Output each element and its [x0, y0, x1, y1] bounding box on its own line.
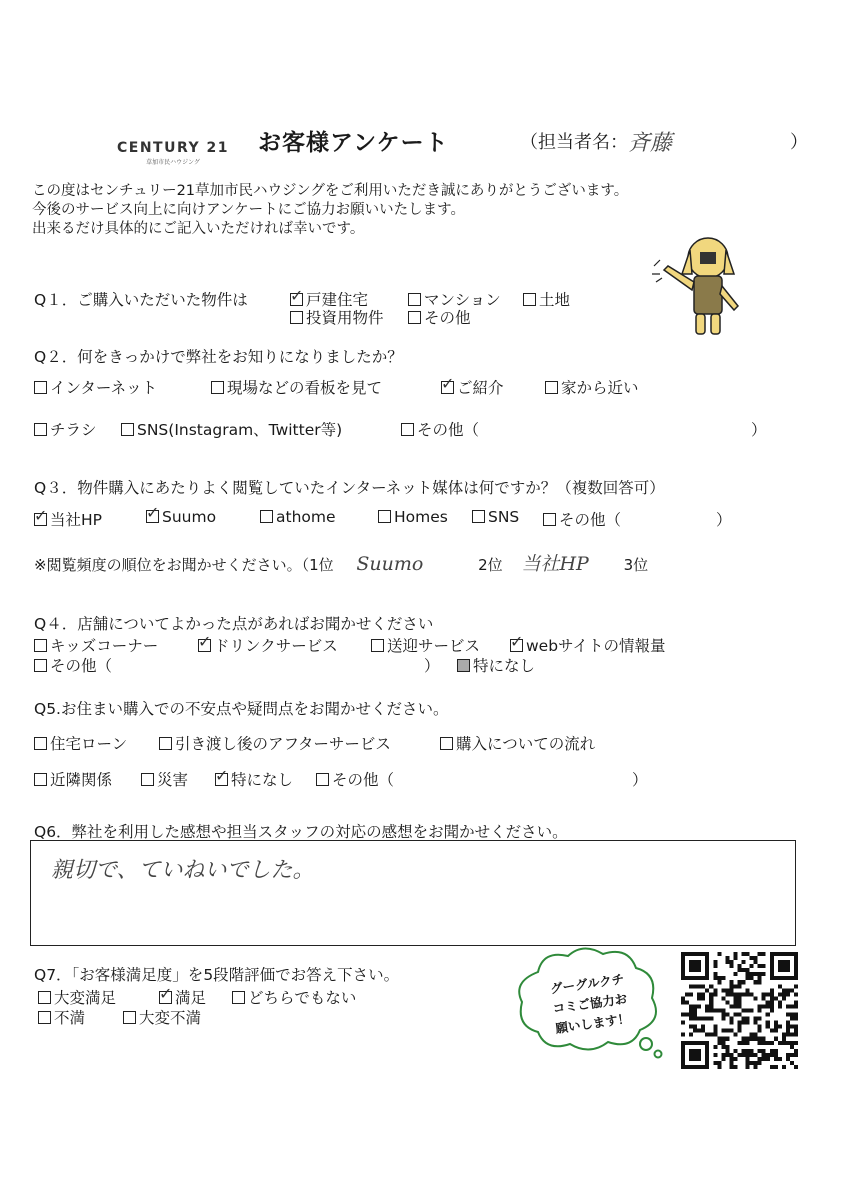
checkbox-icon[interactable] [121, 423, 134, 436]
q4-option-kids-corner[interactable]: キッズコーナー [34, 634, 158, 656]
q5-option-nothing[interactable]: ✓ 特になし [215, 768, 293, 790]
q3-ranking-row [34, 549, 648, 576]
q1-option-detached-house[interactable]: ✓ 戸建住宅 [290, 288, 368, 310]
checkbox-icon[interactable] [215, 773, 228, 786]
checkbox-icon[interactable] [401, 423, 414, 436]
staff-label: （担当者名： [520, 132, 628, 153]
q3-option-homes[interactable]: Homes [378, 508, 448, 526]
q5-label: Q5.お住まい購入での不安点や疑問点をお聞かせください。 [34, 700, 449, 718]
checkbox-icon[interactable] [472, 510, 485, 523]
checkbox-icon[interactable] [34, 513, 47, 526]
q4-option-shuttle[interactable]: 送迎サービス [371, 634, 480, 656]
checkbox-icon[interactable] [523, 293, 536, 306]
intro-line: 出来るだけ具体的にご記入いただければ幸いです。 [32, 221, 365, 237]
q7-option-neutral[interactable]: どちらでもない [232, 986, 356, 1008]
q5-option-neighbors[interactable]: 近隣関係 [34, 768, 112, 790]
logo-brand: CENTURY 21 [117, 140, 229, 156]
checkbox-icon[interactable] [159, 991, 172, 1004]
q2-label: Q２．何をきっかけで弊社をお知りになりましたか？ [34, 348, 403, 366]
checkbox-icon[interactable] [34, 659, 47, 672]
staff-name-field [520, 128, 810, 154]
rank3-label: 3位 [623, 556, 649, 574]
q4-label: Q４．店舗についてよかった点があればお聞かせください [34, 615, 434, 633]
q3-option-company-hp[interactable]: ✓当社HP [34, 508, 102, 530]
q5-option-purchase-flow[interactable]: 購入についての流れ [440, 732, 595, 754]
q1-option-condominium[interactable]: マンション [408, 288, 501, 310]
q4-option-other[interactable]: その他（ [34, 654, 112, 676]
checkbox-icon[interactable] [260, 510, 273, 523]
q2-option-sns[interactable]: SNS(Instagram、Twitter等) [121, 418, 342, 440]
q5-option-after-service[interactable]: 引き渡し後のアフターサービス [159, 732, 391, 754]
rank1-handwritten: Suumo [356, 553, 424, 575]
checkbox-icon[interactable] [141, 773, 154, 786]
q7-option-satisfied[interactable]: ✓ 満足 [159, 986, 206, 1008]
checkbox-icon[interactable] [123, 1011, 136, 1024]
q7-option-dissatisfied[interactable]: 不満 [38, 1006, 85, 1028]
q3-other-close: ） [716, 511, 732, 529]
checkbox-icon[interactable] [211, 381, 224, 394]
q6-label: Q6．弊社を利用した感想や担当スタッフの対応の感想をお聞かせください。 [34, 823, 568, 841]
checkbox-icon[interactable] [408, 293, 421, 306]
q6-answer-box[interactable] [30, 840, 796, 946]
checkbox-icon[interactable] [371, 639, 384, 652]
checkbox-icon[interactable] [457, 659, 470, 672]
q3-option-other[interactable]: その他（ [543, 508, 621, 530]
checkbox-icon[interactable] [545, 381, 558, 394]
q5-option-disaster[interactable]: 災害 [141, 768, 188, 790]
rank2-label: 2位 [478, 556, 503, 574]
q3-option-athome[interactable]: athome [260, 508, 336, 526]
checkbox-icon[interactable] [34, 737, 47, 750]
mascot-dog-illustration [650, 230, 760, 340]
q5-option-other[interactable]: その他（ [316, 768, 394, 790]
checkbox-icon[interactable] [159, 737, 172, 750]
staff-close: ） [790, 132, 808, 153]
q7-label: Q7．「お客様満足度」を5段階評価でお答え下さい。 [34, 966, 400, 984]
checkbox-icon[interactable] [440, 737, 453, 750]
staff-name-handwritten: 斉藤 [628, 131, 673, 156]
rank2-handwritten: 当社HP [521, 553, 589, 575]
logo-subtitle: 草加市民ハウジング [146, 159, 200, 166]
checkbox-icon[interactable] [34, 639, 47, 652]
q2-option-internet[interactable]: インターネット [34, 376, 157, 398]
q4-other-close: ） [424, 657, 440, 675]
cloud-line: 願いします！ [554, 1010, 631, 1036]
q1-option-other[interactable]: その他 [408, 306, 471, 328]
rank-label: ※閲覧頻度の順位をお聞かせください。（1位 [34, 556, 334, 574]
q4-option-drink-service[interactable]: ✓ ドリンクサービス [198, 634, 338, 656]
q2-option-signboard[interactable]: 現場などの看板を見て [211, 376, 382, 398]
checkbox-icon[interactable] [198, 639, 211, 652]
q2-option-flyer[interactable]: チラシ [34, 418, 97, 440]
intro-line: 今後のサービス向上に向けアンケートにご協力お願いいたします。 [32, 202, 465, 218]
checkbox-icon[interactable] [34, 381, 47, 394]
checkbox-icon[interactable] [441, 381, 454, 394]
q2-other-close: ） [751, 421, 767, 439]
checkbox-icon[interactable] [378, 510, 391, 523]
checkbox-icon[interactable] [38, 991, 51, 1004]
q2-option-near-home[interactable]: 家から近い [545, 376, 639, 398]
checkbox-icon[interactable] [543, 513, 556, 526]
checkbox-icon[interactable] [38, 1011, 51, 1024]
checkbox-icon[interactable] [290, 293, 303, 306]
q3-option-suumo[interactable]: ✓ Suumo [146, 508, 216, 526]
q1-option-land[interactable]: 土地 [523, 288, 570, 310]
q3-option-sns[interactable]: SNS [472, 508, 519, 526]
page-title: お客様アンケート [258, 130, 449, 156]
q5-option-housing-loan[interactable]: 住宅ローン [34, 732, 127, 754]
q2-option-other[interactable]: その他（ [401, 418, 479, 440]
q7-option-very-dissatisfied[interactable]: 大変不満 [123, 1006, 201, 1028]
checkbox-icon[interactable] [34, 423, 47, 436]
q1-label: Q１．ご購入いただいた物件は [34, 291, 248, 309]
q7-option-very-satisfied[interactable]: 大変満足 [38, 986, 116, 1008]
checkbox-icon[interactable] [290, 311, 303, 324]
q2-option-referral[interactable]: ✓ ご紹介 [441, 376, 504, 398]
q5-other-close: ） [632, 771, 648, 789]
qr-code-icon[interactable] [681, 952, 798, 1069]
checkbox-icon[interactable] [316, 773, 329, 786]
q1-option-investment[interactable]: 投資用物件 [290, 306, 384, 328]
q4-option-website-info[interactable]: ✓ webサイトの情報量 [510, 634, 665, 656]
checkbox-icon[interactable] [34, 773, 47, 786]
cloud-line: グーグルクチ [549, 971, 626, 997]
q3-label: Q３．物件購入にあたりよく閲覧していたインターネット媒体は何ですか？（複数回答可） [34, 479, 665, 497]
checkbox-icon[interactable] [510, 639, 523, 652]
checkbox-icon[interactable] [146, 510, 159, 523]
company-logo [108, 140, 238, 166]
checkbox-icon[interactable] [408, 311, 421, 324]
q4-option-nothing[interactable]: 特になし [457, 654, 535, 676]
q6-answer-handwritten: 親切で、ていねいでした。 [51, 858, 315, 883]
intro-line: この度はセンチュリー21草加市民ハウジングをご利用いただき誠にありがとうございます。 [32, 183, 629, 199]
checkbox-icon[interactable] [232, 991, 245, 1004]
cloud-line: コミご協力お [551, 990, 629, 1017]
intro-text [32, 182, 628, 239]
